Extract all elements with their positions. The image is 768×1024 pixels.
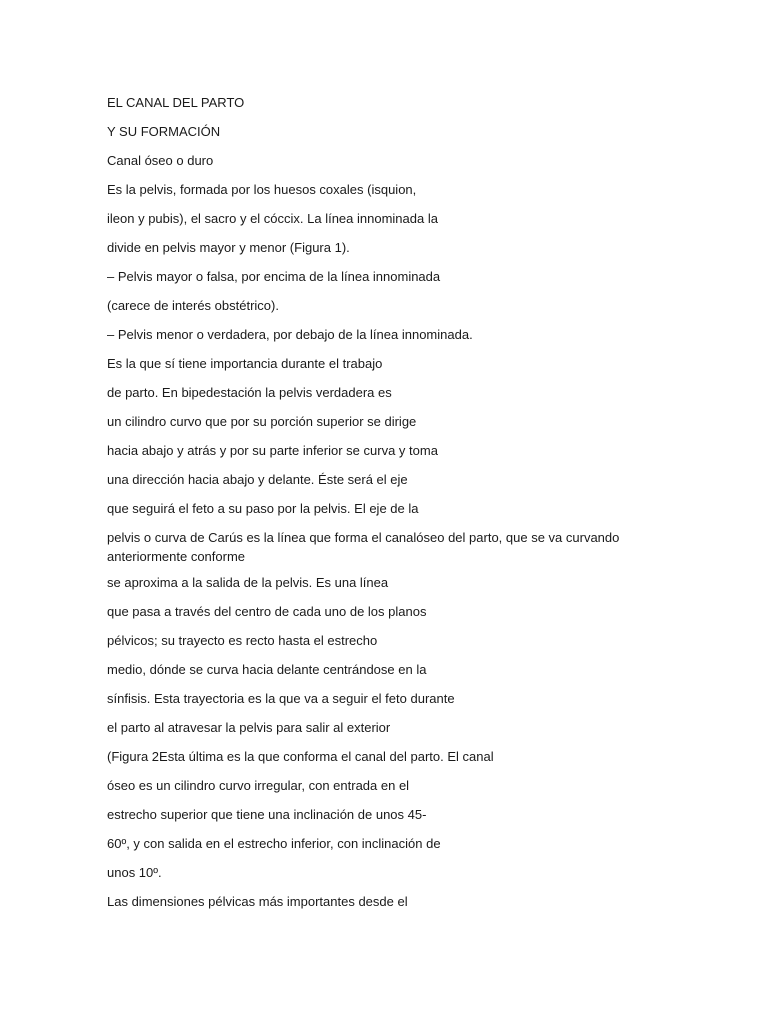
- text-line: – Pelvis menor o verdadera, por debajo de la línea innominada.: [107, 327, 473, 342]
- text-line: un cilindro curvo que por su porción superior se dirige: [107, 414, 417, 429]
- document-body: [107, 94, 627, 922]
- document-title: EL CANAL DEL PARTO: [107, 95, 245, 110]
- text-line: 60º, y con salida en el estrecho inferior, con inclinación de: [107, 836, 441, 851]
- document-subtitle: Y SU FORMACIÓN: [107, 124, 221, 139]
- text-line: el parto al atravesar la pelvis para salir al exterior: [107, 720, 391, 735]
- text-line: una dirección hacia abajo y delante. Éste será el eje: [107, 472, 408, 487]
- text-line: – Pelvis mayor o falsa, por encima de la línea innominada: [107, 269, 441, 284]
- text-line: Es la que sí tiene importancia durante el trabajo: [107, 356, 383, 371]
- text-line: estrecho superior que tiene una inclinación de unos 45-: [107, 807, 427, 822]
- section-heading: Canal óseo o duro: [107, 153, 214, 168]
- text-line: (Figura 2Esta última es la que conforma el canal del parto. El canal: [107, 749, 494, 764]
- text-line: de parto. En bipedestación la pelvis verdadera es: [107, 385, 392, 400]
- text-line: pelvis o curva de Carús es la línea que forma el canalóseo del parto, que se va curvando anteriormente conforme: [107, 530, 620, 564]
- text-line: unos 10º.: [107, 865, 162, 880]
- text-line: pélvicos; su trayecto es recto hasta el estrecho: [107, 633, 378, 648]
- text-line: (carece de interés obstétrico).: [107, 298, 279, 313]
- text-line: Es la pelvis, formada por los huesos coxales (isquion,: [107, 182, 417, 197]
- text-line: se aproxima a la salida de la pelvis. Es una línea: [107, 575, 389, 590]
- text-line: óseo es un cilindro curvo irregular, con entrada en el: [107, 778, 410, 793]
- text-line: ileon y pubis), el sacro y el cóccix. La línea innominada la: [107, 211, 438, 226]
- text-line: que seguirá el feto a su paso por la pelvis. El eje de la: [107, 501, 419, 516]
- text-line: sínfisis. Esta trayectoria es la que va a seguir el feto durante: [107, 691, 455, 706]
- text-line: hacia abajo y atrás y por su parte inferior se curva y toma: [107, 443, 438, 458]
- text-line: Las dimensiones pélvicas más importantes desde el: [107, 894, 408, 909]
- text-line: que pasa a través del centro de cada uno de los planos: [107, 604, 427, 619]
- text-line: divide en pelvis mayor y menor (Figura 1).: [107, 240, 350, 255]
- text-line: medio, dónde se curva hacia delante centrándose en la: [107, 662, 427, 677]
